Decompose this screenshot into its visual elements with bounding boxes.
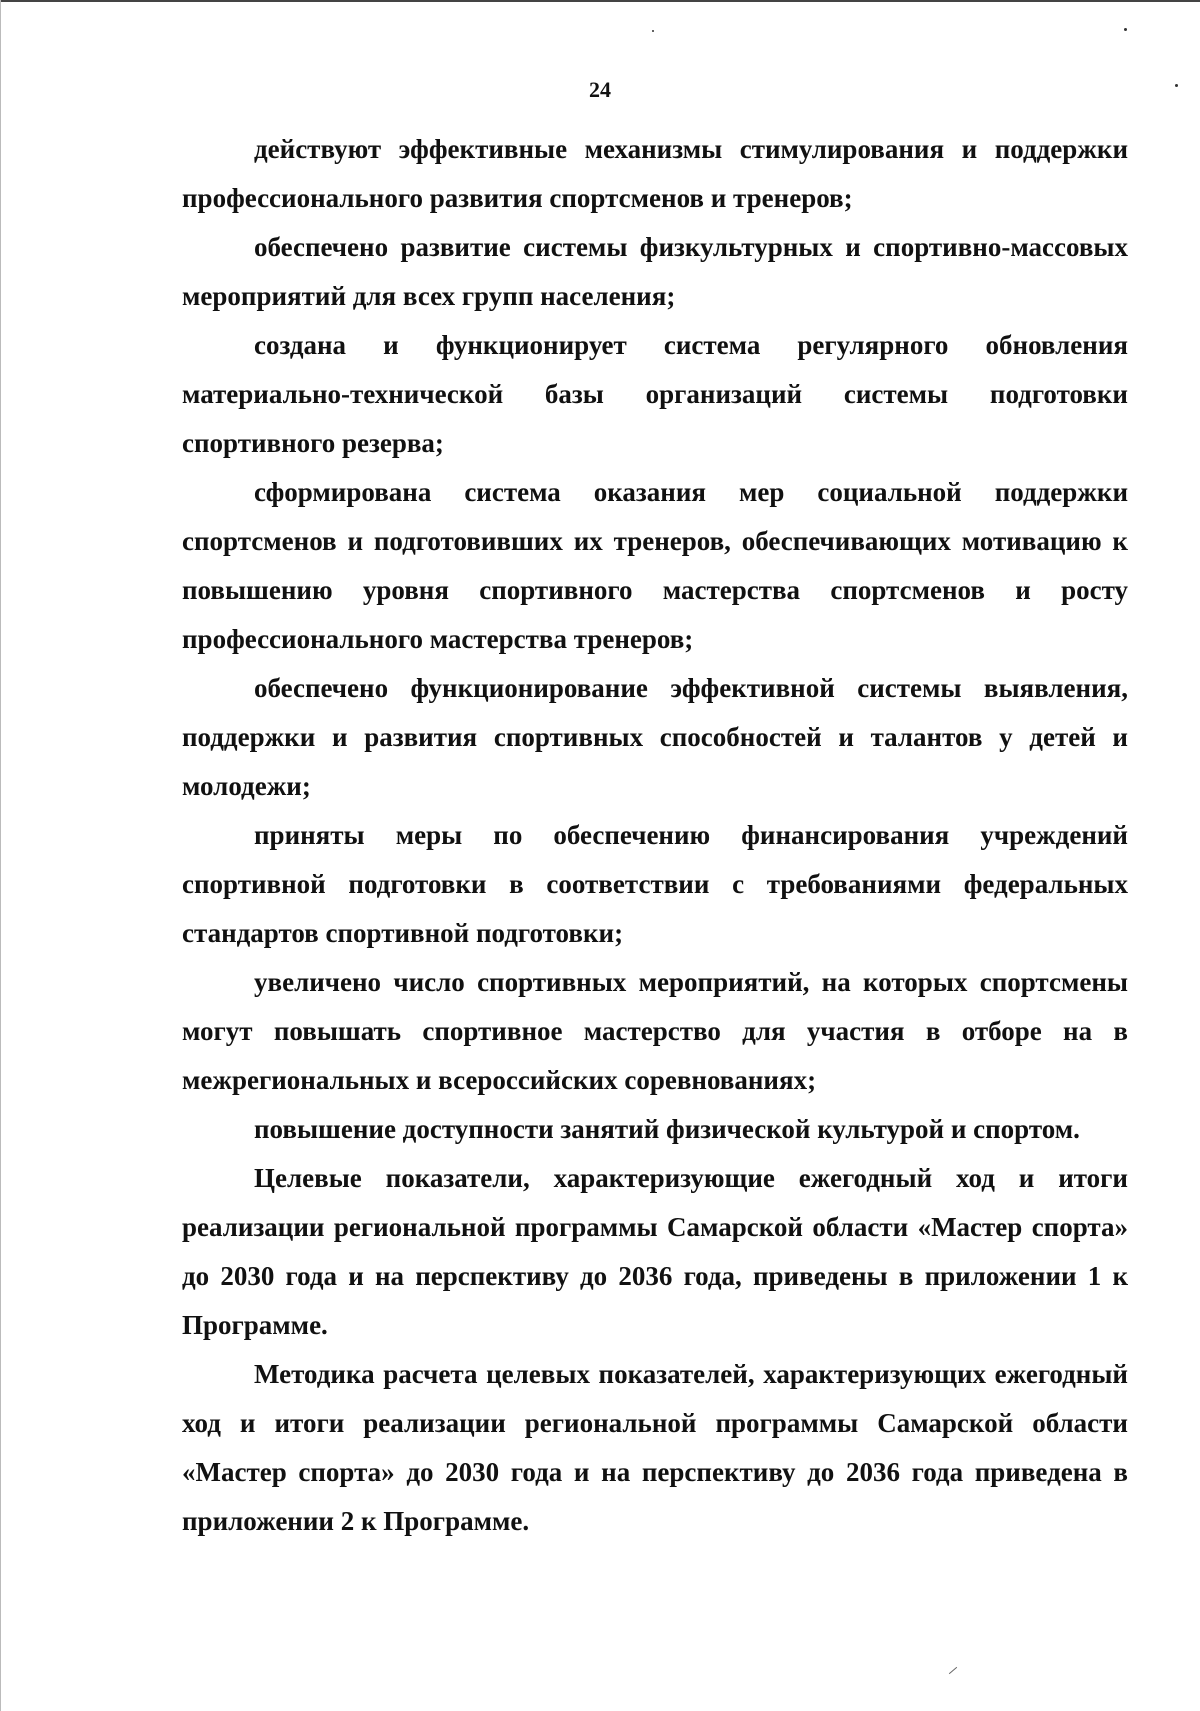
- document-body: [182, 125, 1128, 1546]
- scan-top-edge: [0, 0, 1200, 2]
- scan-left-edge: [0, 0, 1, 1711]
- scan-mark: [949, 1667, 957, 1674]
- paragraph-mechanisms: действуют эффективные механизмы стимулирования и поддержки профессионального развития спортсменов и тренеров;: [182, 134, 1128, 213]
- paragraph-mass-events: обеспечено развитие системы физкультурных и спортивно-массовых мероприятий для всех групп населения;: [182, 232, 1128, 311]
- paragraph-financing: приняты меры по обеспечению финансирования учреждений спортивной подготовки в соответствии с требованиями федеральных стандартов спортивной подготовки;: [182, 820, 1128, 948]
- paragraph-talent-system: обеспечено функционирование эффективной системы выявления, поддержки и развития спортивных способностей и талантов у детей и молодежи;: [182, 673, 1128, 801]
- paragraph-social-support: сформирована система оказания мер социальной поддержки спортсменов и подготовивших их тренеров, обеспечивающих мотивацию к повышению уровня спортивного мастерства спортсменов и росту профессионального мастерства тренеров;: [182, 477, 1128, 654]
- scan-speck: [1124, 28, 1127, 31]
- paragraph-accessibility: повышение доступности занятий физической культурой и спортом.: [254, 1114, 1080, 1144]
- paragraph-sport-events: увеличено число спортивных мероприятий, на которых спортсмены могут повышать спортивное мастерство для участия в отборе на в межрегиональных и всероссийских соревнованиях;: [182, 967, 1128, 1095]
- paragraph-material-base: создана и функционирует система регулярного обновления материально-технической базы организаций системы подготовки спортивного резерва;: [182, 330, 1128, 458]
- scan-speck: [652, 30, 654, 32]
- paragraph-target-indicators: Целевые показатели, характеризующие ежегодный ход и итоги реализации региональной программы Самарской области «Мастер спорта» до 2030 года и на перспективу до 2036 года, приведены в приложении 1 к Программе.: [182, 1163, 1128, 1340]
- page-number: 24: [589, 77, 611, 102]
- paragraph-methodology: Методика расчета целевых показателей, характеризующих ежегодный ход и итоги реализации региональной программы Самарской области «Мастер спорта» до 2030 года и на перспективу до 2036 года приведена в приложении 2 к Программе.: [182, 1359, 1128, 1536]
